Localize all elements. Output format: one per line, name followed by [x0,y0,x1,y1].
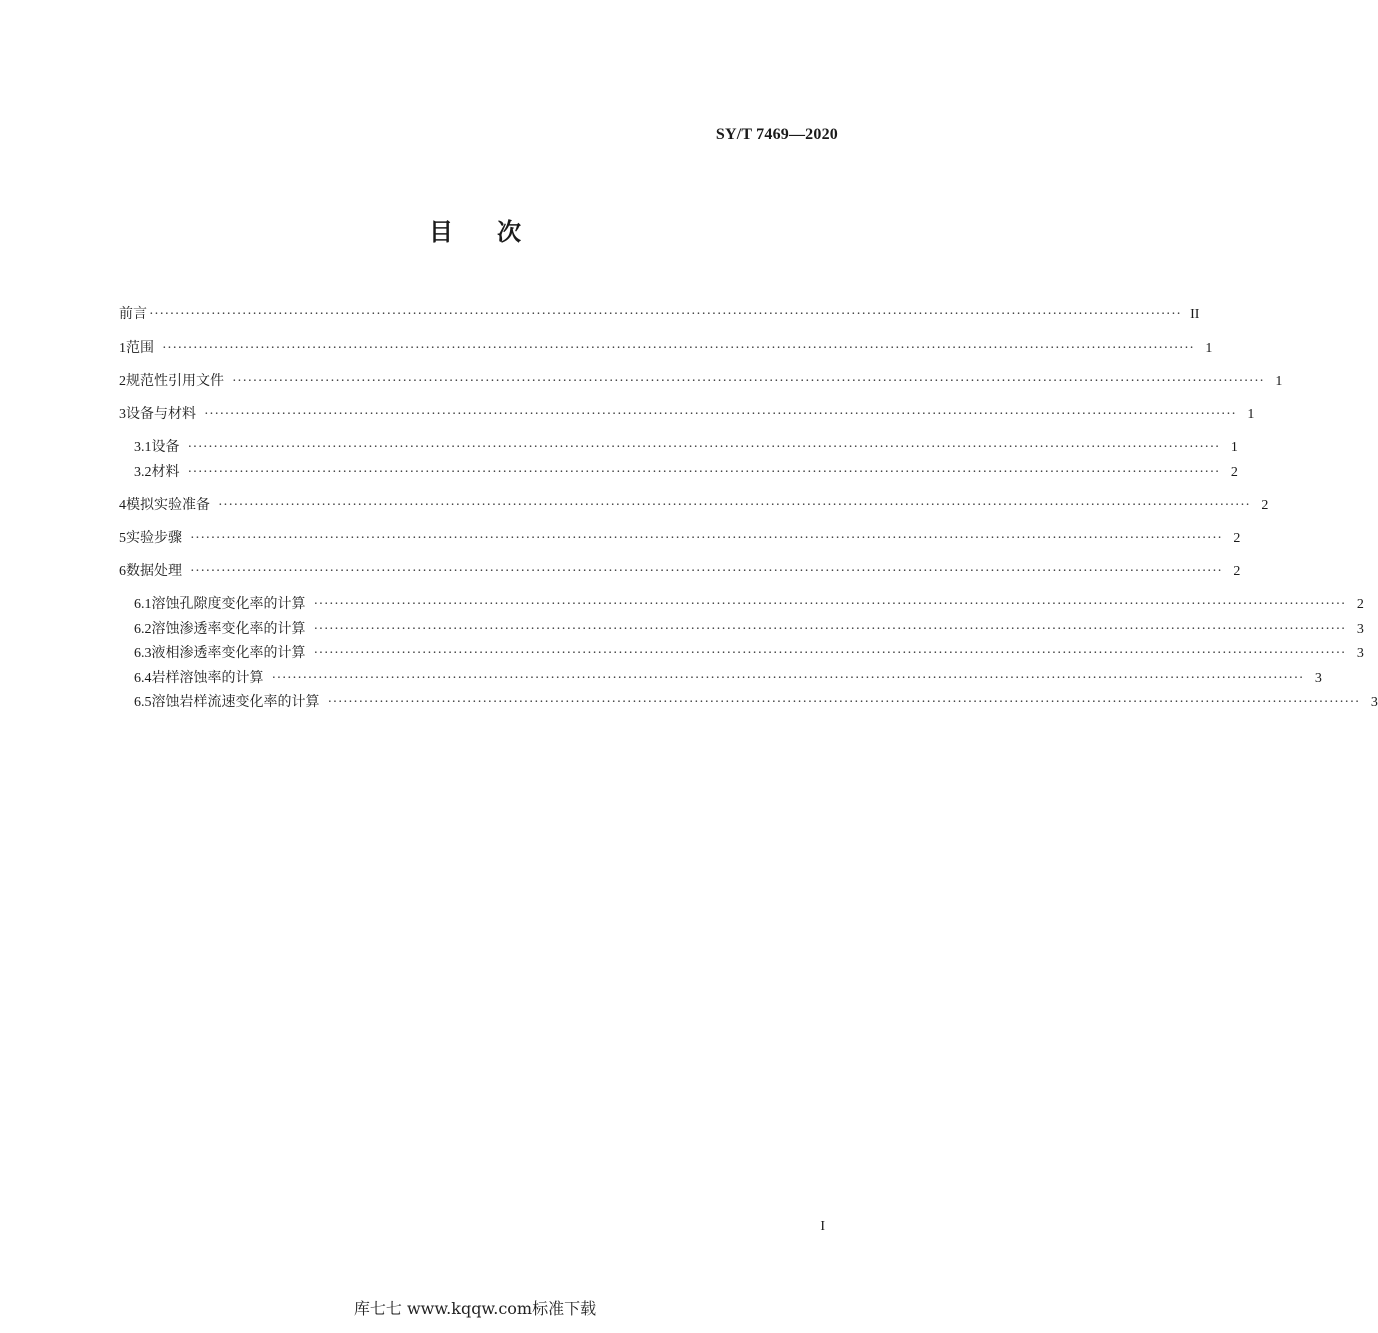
toc-entry-number: 6.1 [134,597,152,612]
toc-entry-number: 3.1 [134,440,152,455]
toc-entry-number: 6.4 [134,671,152,686]
toc-entry-label: 数据处理 [126,563,182,579]
toc-entry-6-4[interactable] [134,667,1322,689]
toc-entry-page: II [1190,307,1200,322]
toc-entry-number: 6 [119,564,126,579]
toc-entry-number: 6.5 [134,695,152,710]
toc-entry-number: 1 [119,341,126,356]
toc-entry-number: 3 [119,407,126,422]
toc-entry-page: 1 [1247,407,1255,422]
standard-code: SY/T 7469—2020 [715,126,838,143]
toc-entry-number: 4 [119,498,126,513]
dot-leader: ········································································································································································································ [327,695,1360,710]
dot-leader: ········································································································································································································ [149,307,1182,322]
toc-entry-foreword[interactable] [119,303,1200,325]
toc-entry-number: 6.3 [134,646,152,661]
dot-leader: ········································································································································································································ [187,440,1220,455]
toc-entry-page: 2 [1233,531,1241,546]
toc-entry-label: 范围 [126,340,154,356]
toc-entry-5[interactable] [119,527,1241,549]
dot-leader: ········································································································································································································ [313,646,1346,661]
toc-entry-page: 1 [1275,374,1283,389]
toc-entry-number: 5 [119,531,126,546]
toc-entry-number: 3.2 [134,465,152,480]
dot-leader: ········································································································································································································ [271,671,1304,686]
toc-entry-label: 溶蚀渗透率变化率的计算 [151,621,306,637]
dot-leader: ········································································································································································································ [232,374,1265,389]
toc-entry-3-2[interactable] [134,461,1238,483]
toc-entry-page: 3 [1356,646,1364,661]
toc-entry-4[interactable] [119,494,1269,516]
toc-entry-6-3[interactable] [134,642,1364,664]
page-number: I [820,1219,825,1234]
dot-leader: ········································································································································································································ [190,564,1223,579]
page-title: 目次 [429,218,565,246]
dot-leader: ········································································································································································································ [313,622,1346,637]
dot-leader: ········································································································································································································ [313,597,1346,612]
toc-entry-label: 溶蚀孔隙度变化率的计算 [151,596,306,612]
toc-entry-page: 2 [1356,597,1364,612]
toc-entry-label: 液相渗透率变化率的计算 [151,645,306,661]
toc-entry-6[interactable] [119,560,1241,582]
dot-leader: ········································································································································································································ [187,465,1220,480]
toc-entry-2[interactable] [119,370,1283,392]
toc-entry-page: 3 [1356,622,1364,637]
toc-entry-label: 规范性引用文件 [126,373,224,389]
dot-leader: ········································································································································································································ [204,407,1237,422]
toc-entry-page: 2 [1230,465,1238,480]
toc-entry-page: 3 [1314,671,1322,686]
toc-entry-label: 实验步骤 [126,530,182,546]
toc-entry-page: 1 [1205,341,1213,356]
toc-entry-6-2[interactable] [134,618,1364,640]
toc-entry-label: 设备与材料 [126,406,196,422]
toc-entry-label: 设备 [151,439,180,455]
toc-entry-6-1[interactable] [134,593,1364,615]
watermark-text: 库七七 www.kqqw.com标准下载 [353,1299,597,1318]
toc-entry-number: 6.2 [134,622,152,637]
toc-entry-label: 前言 [119,306,147,322]
toc-entry-page: 2 [1261,498,1269,513]
toc-entry-number: 2 [119,374,126,389]
toc-entry-page: 1 [1230,440,1238,455]
toc-entry-label: 模拟实验准备 [126,497,210,513]
toc-entry-3-1[interactable] [134,436,1238,458]
toc-entry-1[interactable] [119,337,1213,359]
toc-entry-label: 溶蚀岩样流速变化率的计算 [151,694,320,710]
toc-entry-3[interactable] [119,403,1255,425]
dot-leader: ········································································································································································································ [190,531,1223,546]
toc-entry-6-5[interactable] [134,691,1378,713]
toc-entry-label: 材料 [151,464,180,480]
toc-entry-page: 2 [1233,564,1241,579]
toc-entry-page: 3 [1370,695,1378,710]
dot-leader: ········································································································································································································ [162,341,1195,356]
dot-leader: ········································································································································································································ [218,498,1251,513]
toc-entry-label: 岩样溶蚀率的计算 [151,670,264,686]
